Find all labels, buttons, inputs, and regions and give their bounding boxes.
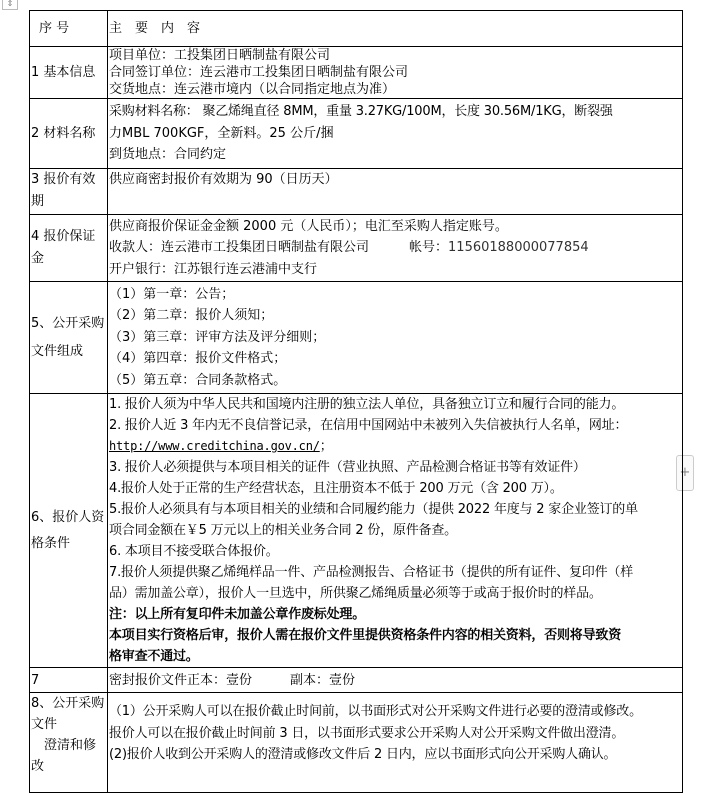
procurement-table xyxy=(29,10,683,793)
row-content xyxy=(108,282,683,394)
row-label: 6、报价人资格条件 xyxy=(30,394,108,668)
row-content xyxy=(108,394,683,668)
text-line: (2)报价人收到公开采购人的澄清或修改文件后 2 日内，应以书面形式向公开采购人确认。 xyxy=(109,747,617,762)
text-line: 4.报价人处于正常的生产经营状态，且注册资本不低于 200 万元（含 200 万）。 xyxy=(109,481,563,496)
text-line: 5.报价人必须具有与本项目相关的业绩和合同履约能力（提供 2022 年度与 2 家企业签订的单 xyxy=(109,502,638,517)
row-label: 4 报价保证金 xyxy=(30,215,108,282)
text-line: 供应商密封报价有效期为 90（日历天） xyxy=(109,172,338,187)
text-line: 合同签订单位：连云港市工投集团日晒制盐有限公司 xyxy=(109,65,409,80)
row-label: 7 xyxy=(30,668,108,693)
table-row xyxy=(30,169,683,215)
row-label: 5、公开采购文件组成 xyxy=(30,282,108,394)
label-line: 8、公开采购 xyxy=(31,696,105,711)
creditchina-link[interactable]: http://www.creditchina.gov.cn/ xyxy=(109,439,320,453)
header-content: 主 要 内 容 xyxy=(108,11,683,47)
table-row xyxy=(30,668,683,693)
text-line: 到货地点：合同约定 xyxy=(109,147,227,163)
row-content xyxy=(108,668,683,693)
text-line: （1）公开采购人可以在报价截止时间前，以书面形式对公开采购文件进行必要的澄清或修改。 xyxy=(109,704,642,719)
text-line: 供应商报价保证金金额 2000 元（人民币）；电汇至采购人指定账号。 xyxy=(109,218,508,234)
text-line: （1）第一章：公告； xyxy=(109,286,235,302)
semicolon: ； xyxy=(319,439,333,454)
label-line: 改 xyxy=(31,759,45,774)
text-line: 力MBL 700KGF，全新料。25 公斤/捆 xyxy=(109,125,334,141)
text-line: 报价人可以在报价截止时间前 3 日，以书面形式要求公开采购人对公开采购文件做出澄清。 xyxy=(109,725,625,741)
text-line xyxy=(109,237,682,259)
table-move-handle-icon[interactable]: ⇕ xyxy=(2,0,18,10)
duplicate-copies: 副本：壹份 xyxy=(290,672,356,688)
row-label: 1 基本信息 xyxy=(30,47,108,99)
row-label: 2 材料名称 xyxy=(30,99,108,169)
text-line: 开户银行：江苏银行连云港浦中支行 xyxy=(109,261,318,277)
text-line: 品）需加盖公章），报价人一旦选中，所供聚乙烯绳质量必须等于或高于报价时的样品。 xyxy=(109,586,602,601)
text-line: 6. 本项目不接受联合体报价。 xyxy=(109,544,279,559)
text-line: 项合同金额在￥5 万元以上的相关业务合同 2 份，原件备查。 xyxy=(109,523,457,538)
row-content xyxy=(108,215,683,282)
label-line: 文件 xyxy=(31,717,58,732)
table-header-row xyxy=(30,11,683,47)
text-line: 7.报价人须提供聚乙烯绳样品一件、产品检测报告、合格证书（提供的所有证件、复印件（样 xyxy=(109,565,634,580)
text-line: 2. 报价人近 3 年内无不良信誉记录，在信用中国网站中未被列入失信被执行人名单，网址： xyxy=(109,418,628,433)
text-line xyxy=(109,672,682,689)
row-content xyxy=(108,169,683,215)
row-content xyxy=(108,47,683,99)
table-row xyxy=(30,99,683,169)
text-line xyxy=(109,436,682,457)
text-line: 交货地点：连云港市境内（以合同指定地点为准） xyxy=(109,82,396,97)
text-line: （2）第二章：报价人须知； xyxy=(109,308,274,324)
table-row xyxy=(30,47,683,99)
note-line: 格审查不通过。 xyxy=(109,649,199,664)
account-number: 11560188000077854 xyxy=(448,240,589,256)
text-line: 1. 报价人须为中华人民共和国境内注册的独立法人单位，具备独立订立和履行合同的能力。 xyxy=(109,397,625,412)
row-content xyxy=(108,99,683,169)
text-line: 项目单位：工投集团日晒制盐有限公司 xyxy=(109,48,331,63)
original-copies: 密封报价文件正本：壹份 xyxy=(109,672,253,688)
account-label: 帐号： xyxy=(409,240,449,256)
note-line: 注：以上所有复印件未加盖公章作废标处理。 xyxy=(109,607,366,622)
text-line: 3. 报价人必须提供与本项目相关的证件（营业执照、产品检测合格证书等有效证件） xyxy=(109,460,586,475)
header-seq-text: 序 号 xyxy=(39,21,70,36)
text-line: 采购材料名称： 聚乙烯绳直径 8MM，重量 3.27KG/100M，长度 30.56M/1KG，断裂强 xyxy=(109,104,613,120)
text-line: （3）第三章：评审方法及评分细则； xyxy=(109,329,326,345)
text-line: （4）第四章：报价文件格式； xyxy=(109,351,287,367)
payee: 收款人：连云港市工投集团日晒制盐有限公司 xyxy=(109,240,370,256)
table-row xyxy=(30,215,683,282)
label-line: 澄清和修 xyxy=(31,738,97,753)
text-line: （5）第五章：合同条款格式。 xyxy=(109,372,287,388)
table-row xyxy=(30,394,683,668)
header-seq xyxy=(30,11,108,47)
add-column-button[interactable]: + xyxy=(676,455,694,491)
row-label: 3 报价有效期 xyxy=(30,169,108,215)
table-row xyxy=(30,282,683,394)
note-line: 本项目实行资格后审，报价人需在报价文件里提供资格条件内容的相关资料，否则将导致资 xyxy=(109,628,622,643)
